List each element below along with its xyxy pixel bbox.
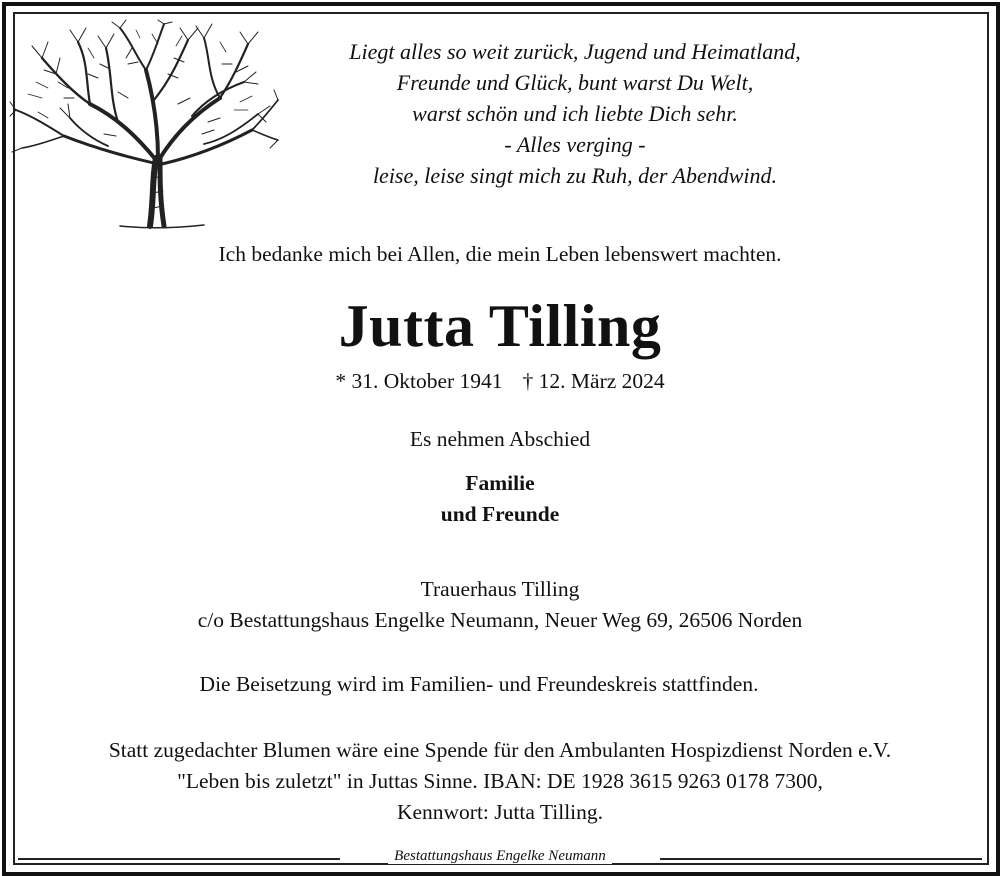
donation-line: "Leben bis zuletzt" in Juttas Sinne. IBAN: DE 1928 3615 9263 0178 7300, xyxy=(177,769,823,793)
farewell-text: Es nehmen Abschied xyxy=(409,427,591,451)
poem-line: warst schön und ich liebte Dich sehr. xyxy=(412,101,738,126)
birth-date: * 31. Oktober 1941 xyxy=(335,369,503,393)
poem-line: Freunde und Glück, bunt warst Du Welt, xyxy=(396,70,754,95)
poem-line: leise, leise singt mich zu Ruh, der Abendwind. xyxy=(372,163,778,188)
thanks-text: Ich bedanke mich bei Allen, die mein Leben lebenswert machten. xyxy=(218,242,782,266)
deceased-name: Jutta Tilling xyxy=(338,293,662,359)
mourners-line: und Freunde xyxy=(440,502,560,526)
poem-line: Liegt alles so weit zurück, Jugend und Heimatland, xyxy=(349,39,801,64)
bare-tree-icon xyxy=(8,18,280,232)
poem xyxy=(300,36,850,191)
funeral-home-name: Bestattungshaus Engelke Neumann xyxy=(388,848,612,864)
death-date: † 12. März 2024 xyxy=(522,369,665,393)
funeral-home-footer xyxy=(18,846,982,870)
donation-notice xyxy=(0,735,1000,828)
address-line: Trauerhaus Tilling xyxy=(420,577,580,601)
mourners-line: Familie xyxy=(465,471,535,495)
address-line: c/o Bestattungshaus Engelke Neumann, Neuer Weg 69, 26506 Norden xyxy=(197,608,803,632)
life-dates xyxy=(0,369,1000,394)
mourners xyxy=(0,468,1000,530)
poem-line: - Alles verging - xyxy=(504,132,646,157)
burial-notice: Die Beisetzung wird im Familien- und Freundeskreis stattfinden. xyxy=(199,672,759,696)
donation-line: Kennwort: Jutta Tilling. xyxy=(396,800,604,824)
mourning-address xyxy=(0,574,1000,636)
donation-line: Statt zugedachter Blumen wäre eine Spende für den Ambulanten Hospizdienst Norden e.V. xyxy=(108,738,892,762)
